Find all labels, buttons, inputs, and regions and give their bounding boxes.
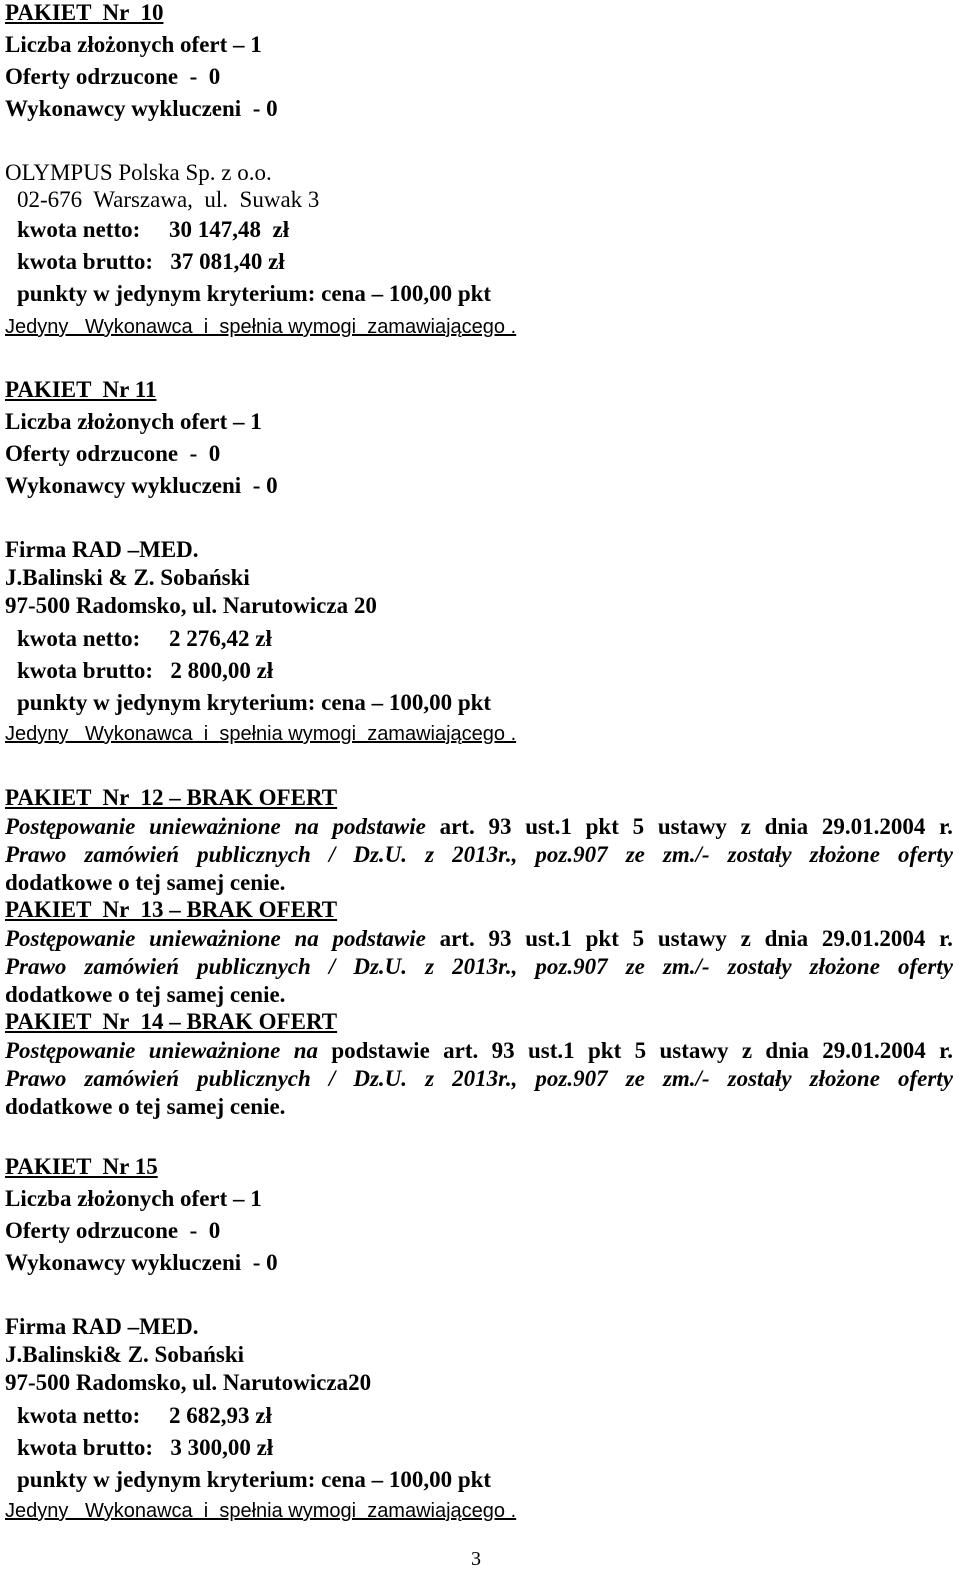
p15-firm-address: 97-500 Radomsko, ul. Narutowicza20 [5,1370,372,1395]
p15-offers-count: Liczba złożonych ofert – 1 [5,1186,262,1211]
p13-annulment-line-2: Prawo zamówień publicznych / Dz.U. z 2013r., poz.907 ze zm./- zostały złożone oferty [5,954,953,979]
p15-excluded-contractors: Wykonawcy wykluczeni - 0 [5,1250,278,1275]
p10-company-address: 02-676 Warszawa, ul. Suwak 3 [17,187,320,212]
p15-note: Jedyny Wykonawca i spełnia wymogi zamawiającego . [5,1500,517,1522]
p11-points: punkty w jedynym kryterium: cena – 100,00 pkt [17,690,492,715]
p13-annulment-line-3: dodatkowe o tej samej cenie. [5,982,286,1007]
p12-heading: PAKIET Nr 12 – BRAK OFERT [5,785,338,810]
p10-gross-amount: kwota brutto: 37 081,40 zł [17,249,285,274]
p11-gross-amount: kwota brutto: 2 800,00 zł [17,658,274,683]
p14-annulment-line-2: Prawo zamówień publicznych / Dz.U. z 2013r., poz.907 ze zm./- zostały złożone oferty [5,1066,953,1091]
p11-net-amount: kwota netto: 2 276,42 zł [17,626,272,651]
p11-offers-count: Liczba złożonych ofert – 1 [5,409,262,434]
p10-company-name: OLYMPUS Polska Sp. z o.o. [5,160,272,185]
p15-net-amount: kwota netto: 2 682,93 zł [17,1403,272,1428]
p15-firm-owners: J.Balinski& Z. Sobański [5,1342,245,1367]
p10-points: punkty w jedynym kryterium: cena – 100,00 pkt [17,281,492,306]
p14-heading: PAKIET Nr 14 – BRAK OFERT [5,1009,338,1034]
p10-note: Jedyny Wykonawca i spełnia wymogi zamawiającego . [5,316,517,338]
p15-heading: PAKIET Nr 15 [5,1154,158,1179]
p10-net-amount: kwota netto: 30 147,48 zł [17,217,290,242]
p11-excluded-contractors: Wykonawcy wykluczeni - 0 [5,473,278,498]
p13-heading: PAKIET Nr 13 – BRAK OFERT [5,897,338,922]
p11-firm-owners: J.Balinski & Z. Sobański [5,565,250,590]
p14-annulment-line-3: dodatkowe o tej samej cenie. [5,1094,286,1119]
p12-annulment-line-3: dodatkowe o tej samej cenie. [5,870,286,895]
p15-gross-amount: kwota brutto: 3 300,00 zł [17,1435,274,1460]
p15-rejected-offers: Oferty odrzucone - 0 [5,1218,221,1243]
p12-annulment-line-2: Prawo zamówień publicznych / Dz.U. z 2013r., poz.907 ze zm./- zostały złożone oferty [5,842,953,867]
p12-annulment-line-1: Postępowanie unieważnione na podstawie art. 93 ust.1 pkt 5 ustawy z dnia 29.01.2004 r. [5,814,953,839]
p14-annulment-line-1: Postępowanie unieważnione na podstawie art. 93 ust.1 pkt 5 ustawy z dnia 29.01.2004 r. [5,1038,953,1063]
p10-offers-count: Liczba złożonych ofert – 1 [5,32,262,57]
p10-rejected-offers: Oferty odrzucone - 0 [5,64,221,89]
p11-firm-name: Firma RAD –MED. [5,537,199,562]
p15-points: punkty w jedynym kryterium: cena – 100,00 pkt [17,1467,492,1492]
p11-heading: PAKIET Nr 11 [5,377,157,402]
p13-annulment-line-1: Postępowanie unieważnione na podstawie art. 93 ust.1 pkt 5 ustawy z dnia 29.01.2004 r. [5,926,953,951]
p10-heading: PAKIET Nr 10 [5,0,164,25]
p10-excluded-contractors: Wykonawcy wykluczeni - 0 [5,96,278,121]
p11-note: Jedyny Wykonawca i spełnia wymogi zamawiającego . [5,723,517,745]
p11-rejected-offers: Oferty odrzucone - 0 [5,441,221,466]
p15-firm-name: Firma RAD –MED. [5,1314,199,1339]
p11-firm-address: 97-500 Radomsko, ul. Narutowicza 20 [5,593,377,618]
page-number: 3 [471,1548,481,1570]
